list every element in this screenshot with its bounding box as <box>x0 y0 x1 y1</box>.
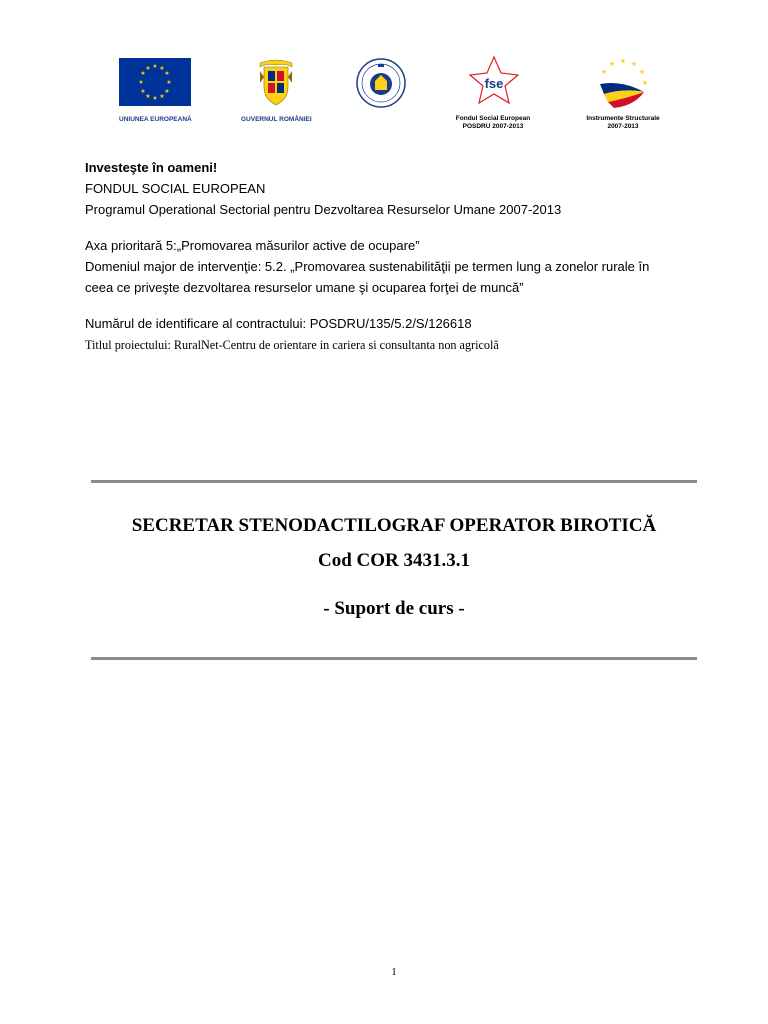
svg-text:★: ★ <box>140 88 146 95</box>
svg-text:★: ★ <box>159 65 165 72</box>
priority-axis-block <box>85 235 649 298</box>
fse-caption-line-2: POSDRU 2007-2013 <box>462 123 524 130</box>
svg-text:★: ★ <box>164 88 170 95</box>
fund-name: FONDUL SOCIAL EUROPEAN <box>85 181 266 196</box>
intervention-domain-line-2: ceea ce priveşte dezvoltarea resurselor umane şi ocuparea forţei de muncă” <box>85 280 524 295</box>
svg-text:★: ★ <box>630 60 638 68</box>
instrumente-structurale-logo <box>592 54 654 117</box>
fse-logo <box>466 55 522 112</box>
svg-text:★: ★ <box>638 68 646 76</box>
eu-flag-icon <box>119 58 191 106</box>
top-divider <box>91 480 697 483</box>
romania-coat-of-arms-logo <box>256 57 296 112</box>
svg-text:★: ★ <box>152 63 158 70</box>
svg-text:★: ★ <box>608 60 616 68</box>
eu-flag-logo <box>119 58 191 111</box>
fse-caption-line-1: Fondul Social European <box>455 115 531 122</box>
priority-axis: Axa prioritară 5:„Promovarea măsurilor active de ocupare” <box>85 238 420 253</box>
course-code: Cod COR 3431.3.1 <box>317 550 470 571</box>
slogan: Investeşte în oameni! <box>85 160 218 175</box>
bottom-divider <box>91 657 697 660</box>
svg-text:★: ★ <box>140 70 146 77</box>
fse-mark-text: fse <box>484 76 504 91</box>
svg-text:★: ★ <box>166 79 172 86</box>
page-number: 1 <box>391 966 397 978</box>
coat-of-arms-icon <box>256 57 296 107</box>
svg-text:★: ★ <box>152 95 158 102</box>
fse-caption <box>448 115 538 131</box>
svg-text:★: ★ <box>619 57 627 65</box>
svg-text:★: ★ <box>164 70 170 77</box>
contract-id: Numărul de identificare al contractului: POSDRU/135/5.2/S/126618 <box>85 316 472 331</box>
fse-star-icon <box>466 55 522 107</box>
gov-caption: GUVERNUL ROMÂNIEI <box>241 116 312 123</box>
svg-text:★: ★ <box>138 79 144 86</box>
project-title: Titlul proiectului: RuralNet-Centru de orientare in cariera si consultanta non agricolă <box>85 338 499 352</box>
is-caption-line-1: Instrumente Structurale <box>586 115 660 122</box>
eu-caption: UNIUNEA EUROPEANĂ <box>119 116 192 123</box>
svg-text:★: ★ <box>641 79 649 87</box>
course-subtitle: - Suport de curs - <box>323 598 465 619</box>
ministry-seal-logo <box>355 57 407 114</box>
instrumente-structurale-icon <box>592 54 654 112</box>
svg-text:★: ★ <box>145 65 151 72</box>
seal-icon <box>355 57 407 109</box>
is-caption <box>578 115 668 131</box>
intervention-domain-line-1: Domeniul major de intervenţie: 5.2. „Promovarea sustenabilităţii pe termen lung a zonelor rurale în <box>85 259 650 274</box>
course-title: SECRETAR STENODACTILOGRAF OPERATOR BIROTICĂ <box>131 515 657 536</box>
is-caption-line-2: 2007-2013 <box>607 123 639 130</box>
svg-text:★: ★ <box>600 68 608 76</box>
program-header <box>85 157 561 220</box>
logo-bar <box>0 0 768 140</box>
svg-text:★: ★ <box>159 93 165 100</box>
svg-text:★: ★ <box>145 93 151 100</box>
program-name: Programul Operational Sectorial pentru Dezvoltarea Resurselor Umane 2007-2013 <box>85 202 562 217</box>
